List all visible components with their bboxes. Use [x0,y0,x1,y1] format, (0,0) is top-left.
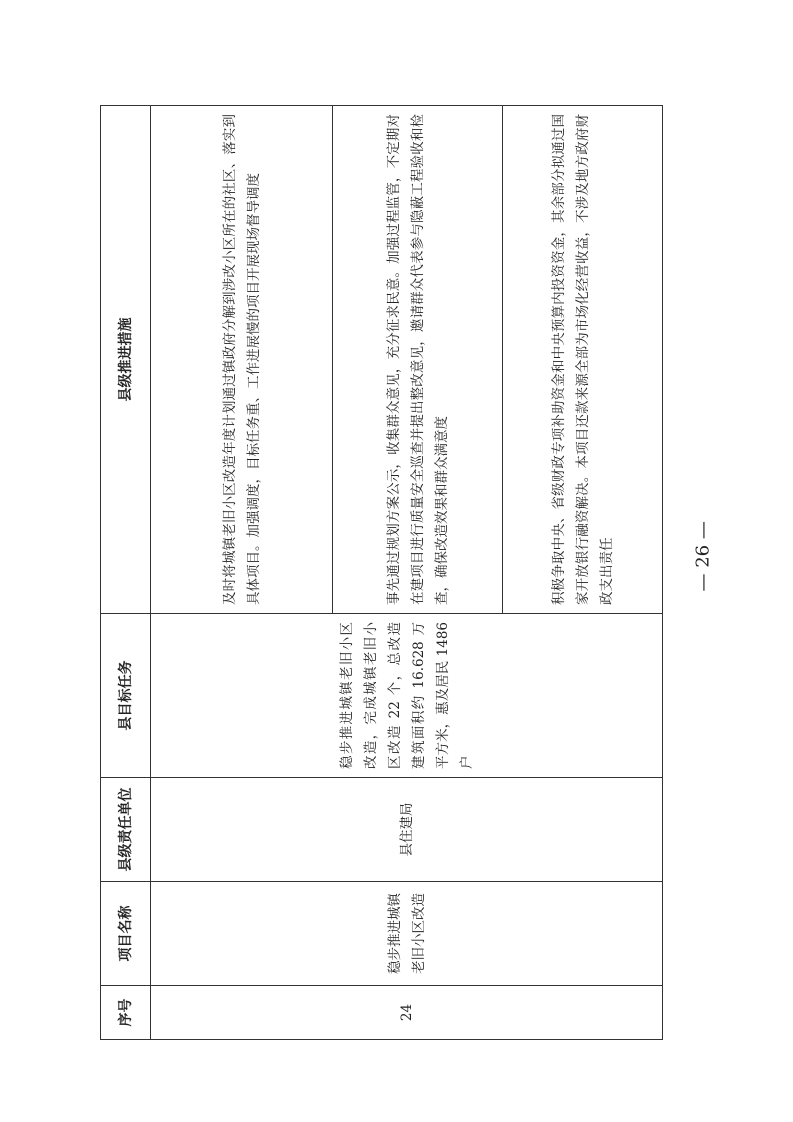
header-project-name: 项目名称 [101,882,151,986]
rotated-table-page [100,105,663,1040]
header-num: 序号 [101,986,151,1040]
table-row [151,106,333,1040]
cell-target-task: 稳步推进城镇老旧小区改造，完成城镇老旧小区改造 22 个，总改造建筑面积约 16.628 万平方米，惠及居民 1486 户 [151,614,663,778]
cell-num: 24 [151,986,663,1040]
project-table [100,105,663,1040]
cell-measure-2: 事先通过规划方案公示，收集群众意见，充分征求民意。加强过程监管，不定期对在建项目进行质量安全巡查并提出整改意见，邀请群众代表参与隐蔽工程验收和检查，确保改造效果和群众满意度 [333,106,503,614]
header-measures: 县级推进措施 [101,106,151,614]
table-header-row [101,106,151,1040]
header-responsible-unit: 县级责任单位 [101,778,151,882]
cell-measure-1: 及时将城镇老旧小区改造年度计划通过镇政府分解到涉改小区所在的社区、落实到具体项目。加强调度，目标任务重、工作进展慢的项目开展现场督导调度 [151,106,333,614]
cell-responsible-unit: 县住建局 [151,778,663,882]
page-number: — 26 — [692,521,714,592]
cell-project-name: 稳步推进城镇老旧小区改造 [151,882,663,986]
header-target-task: 县目标任务 [101,614,151,778]
cell-measure-3: 积极争取中央、省级财政专项补助资金和中央预算内投资资金，其余部分拟通过国家开放银行融资解决。本项目还款来源全部为市场化经营收益，不涉及地方政府财政支出责任 [503,106,663,614]
